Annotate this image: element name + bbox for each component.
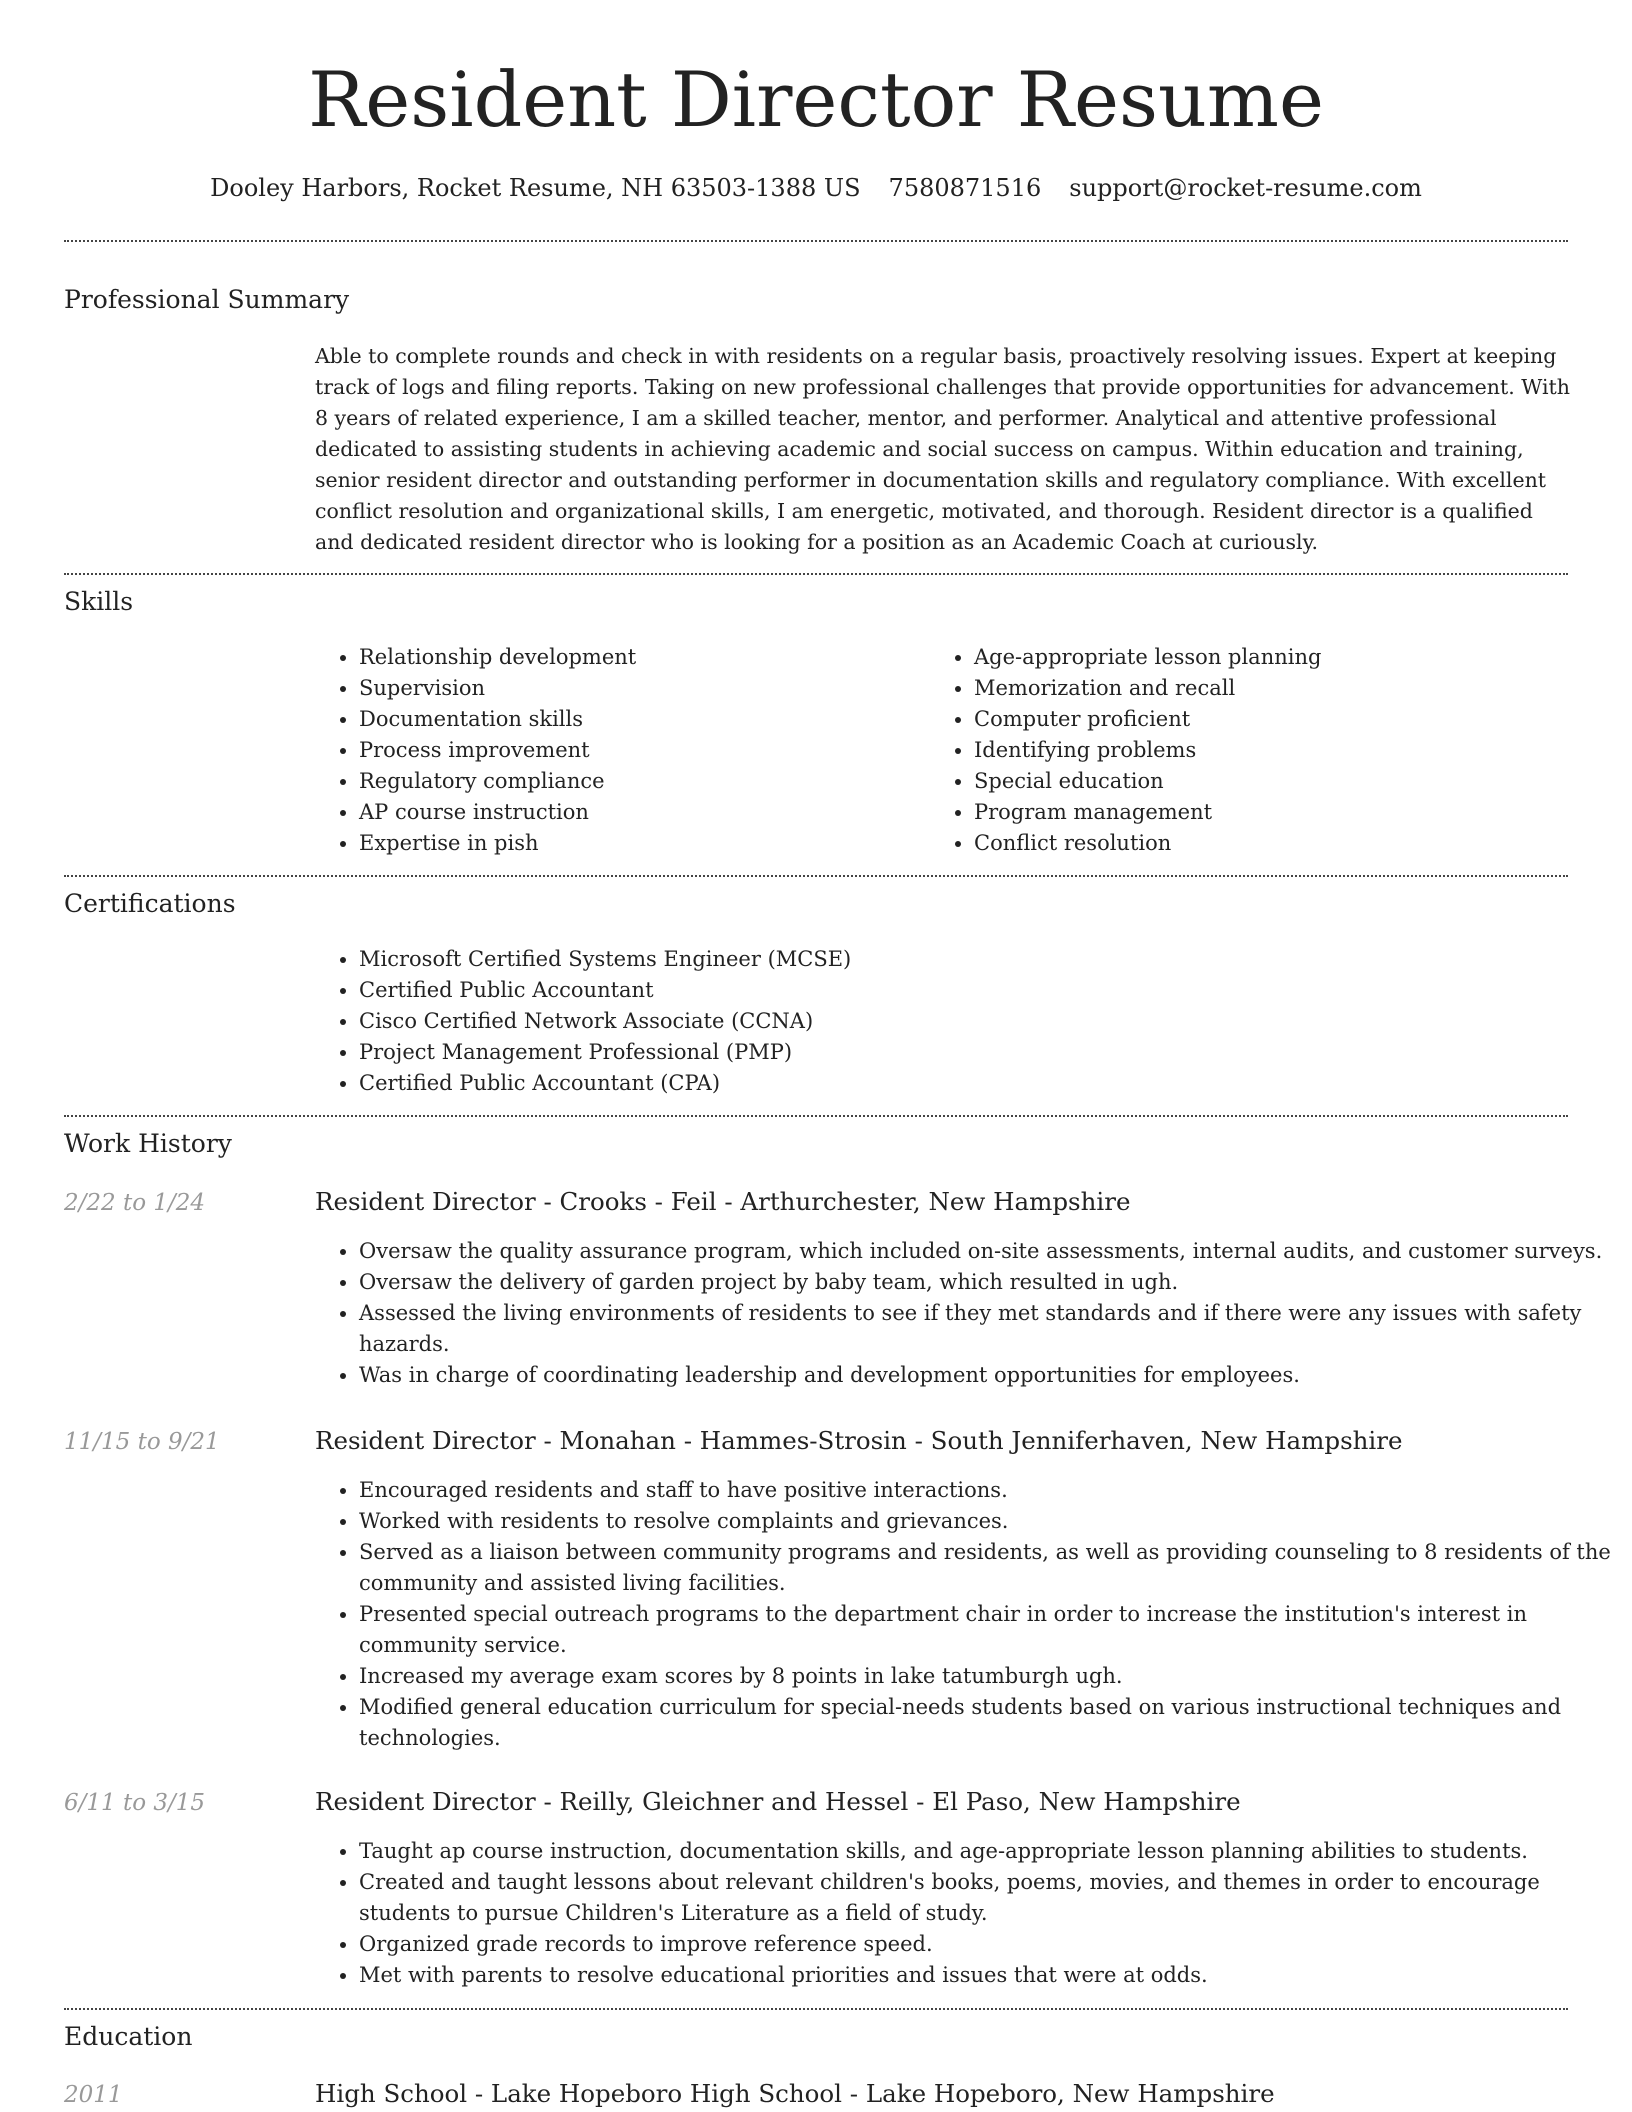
job-title: Resident Director - Reilly, Gleichner and Hessel - El Paso, New Hampshire bbox=[315, 1787, 1241, 1816]
skill-item: • Supervision bbox=[359, 673, 919, 704]
skill-item: • Process improvement bbox=[359, 735, 919, 766]
certification-item: • Certified Public Accountant bbox=[359, 975, 1559, 1006]
job-bullet: • Organized grade records to improve reference speed. bbox=[359, 1929, 1612, 1960]
section-divider bbox=[64, 1115, 1568, 1117]
job-bullets bbox=[315, 1836, 1612, 1991]
section-divider bbox=[64, 2008, 1568, 2010]
skill-item: • Regulatory compliance bbox=[359, 766, 919, 797]
education-heading: Education bbox=[64, 2022, 193, 2051]
section-divider bbox=[64, 875, 1568, 877]
job-bullet: • Was in charge of coordinating leadership and development opportunities for employees. bbox=[359, 1360, 1612, 1391]
skill-item: • Memorization and recall bbox=[974, 673, 1574, 704]
job-bullet: • Presented special outreach programs to the department chair in order to increase the institution's interest in community service. bbox=[359, 1599, 1612, 1661]
certification-item: • Project Management Professional (PMP) bbox=[359, 1037, 1559, 1068]
certifications-heading: Certifications bbox=[64, 889, 236, 918]
job-bullets bbox=[315, 1236, 1612, 1391]
job-bullets bbox=[315, 1475, 1612, 1754]
section-divider bbox=[64, 573, 1568, 575]
skills-list-right bbox=[930, 642, 1574, 859]
job-bullet: • Taught ap course instruction, documentation skills, and age-appropriate lesson planning abilities to students. bbox=[359, 1836, 1612, 1867]
education-title: High School - Lake Hopeboro High School - Lake Hopeboro, New Hampshire bbox=[315, 2079, 1275, 2108]
job-title: Resident Director - Crooks - Feil - Arthurchester, New Hampshire bbox=[315, 1187, 1131, 1216]
contact-phone: 7580871516 bbox=[888, 174, 1042, 202]
job-bullet: • Created and taught lessons about relevant children's books, poems, movies, and themes in order to encourage students to pursue Children's Literature as a field of study. bbox=[359, 1867, 1612, 1929]
skill-item: • Program management bbox=[974, 797, 1574, 828]
skill-item: • Age-appropriate lesson planning bbox=[974, 642, 1574, 673]
certifications-list bbox=[315, 944, 1559, 1099]
job-bullet: • Increased my average exam scores by 8 points in lake tatumburgh ugh. bbox=[359, 1661, 1612, 1692]
skills-list-left bbox=[315, 642, 919, 859]
job-title: Resident Director - Monahan - Hammes-Strosin - South Jenniferhaven, New Hampshire bbox=[315, 1426, 1403, 1455]
job-dates: 2/22 to 1/24 bbox=[64, 1190, 206, 1216]
job-bullet: • Oversaw the quality assurance program, which included on-site assessments, internal audits, and customer surveys. bbox=[359, 1236, 1612, 1267]
job-dates: 6/11 to 3/15 bbox=[64, 1790, 206, 1816]
page-title: Resident Director Resume bbox=[308, 55, 1324, 144]
skill-item: • Special education bbox=[974, 766, 1574, 797]
job-bullet: • Served as a liaison between community programs and residents, as well as providing counseling to 8 residents of the community and assisted living facilities. bbox=[359, 1537, 1612, 1599]
certification-item: • Microsoft Certified Systems Engineer (MCSE) bbox=[359, 944, 1559, 975]
certification-item: • Cisco Certified Network Associate (CCNA) bbox=[359, 1006, 1559, 1037]
education-year: 2011 bbox=[64, 2082, 123, 2108]
job-bullet: • Assessed the living environments of residents to see if they met standards and if there were any issues with safety hazards. bbox=[359, 1298, 1612, 1360]
job-dates: 11/15 to 9/21 bbox=[64, 1429, 220, 1455]
job-bullet: • Modified general education curriculum for special-needs students based on various instructional techniques and technologies. bbox=[359, 1692, 1612, 1754]
skill-item: • Documentation skills bbox=[359, 704, 919, 735]
skill-item: • Conflict resolution bbox=[974, 828, 1574, 859]
skill-item: • Computer proficient bbox=[974, 704, 1574, 735]
job-bullet: • Oversaw the delivery of garden project by baby team, which resulted in ugh. bbox=[359, 1267, 1612, 1298]
work-history-heading: Work History bbox=[64, 1129, 232, 1158]
certification-item: • Certified Public Accountant (CPA) bbox=[359, 1068, 1559, 1099]
contact-line bbox=[0, 170, 1632, 206]
contact-email: support@rocket-resume.com bbox=[1069, 174, 1422, 202]
job-bullet: • Encouraged residents and staff to have positive interactions. bbox=[359, 1475, 1612, 1506]
job-bullet: • Worked with residents to resolve complaints and grievances. bbox=[359, 1506, 1612, 1537]
summary-text: Able to complete rounds and check in with residents on a regular basis, proactively resolving issues. Expert at keeping track of logs and filing reports. Taking on new professional challenges that provide opportunities for advancement. With 8 years of related experience, I am a skilled teacher, mentor, and performer. Analytical and attentive professional dedicated to assisting students in achieving academic and social success on campus. Within education and training, senior resident director and outstanding performer in documentation skills and regulatory compliance. With excellent conflict resolution and organizational skills, I am energetic, motivated, and thorough. Resident director is a qualified and dedicated resident director who is looking for a position as an Academic Coach at curiously. bbox=[315, 344, 1570, 554]
section-divider bbox=[64, 240, 1568, 242]
job-bullet: • Met with parents to resolve educational priorities and issues that were at odds. bbox=[359, 1960, 1612, 1991]
skill-item: • Relationship development bbox=[359, 642, 919, 673]
skill-item: • Expertise in pish bbox=[359, 828, 919, 859]
skills-heading: Skills bbox=[64, 587, 134, 616]
contact-address: Dooley Harbors, Rocket Resume, NH 63503-1388 US bbox=[210, 174, 861, 202]
skill-item: • AP course instruction bbox=[359, 797, 919, 828]
skill-item: • Identifying problems bbox=[974, 735, 1574, 766]
summary-heading: Professional Summary bbox=[64, 285, 350, 314]
